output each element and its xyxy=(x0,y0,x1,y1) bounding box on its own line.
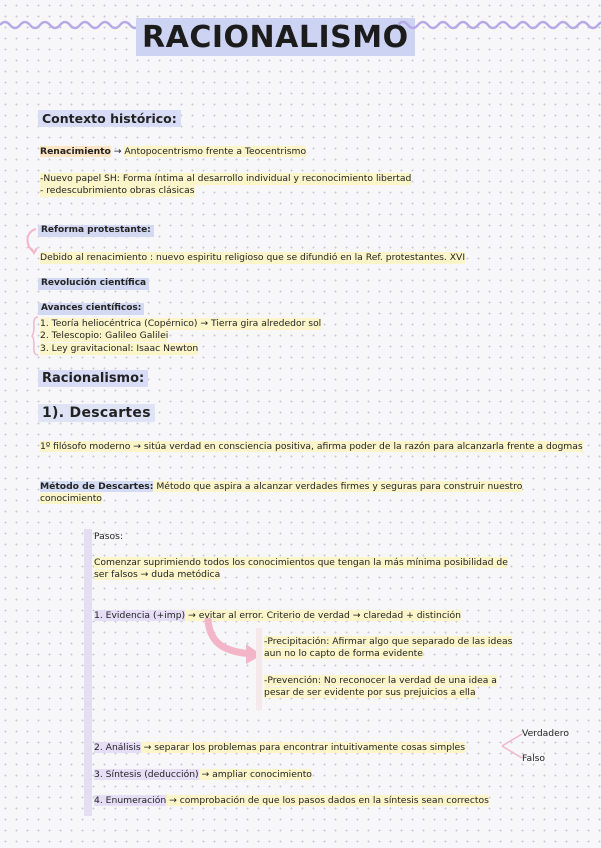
avances-label: Avances científicos: xyxy=(38,303,144,315)
enumeracion-label: 4. Enumeración xyxy=(94,795,167,806)
pasos-label: Pasos: xyxy=(94,531,124,542)
wavy-line-right xyxy=(398,18,601,32)
precipitacion-span: -Precipitación: Afirmar algo que separado de las ideas aun no lo capto de forma evidente xyxy=(264,636,513,659)
page-title: RACIONALISMO xyxy=(136,18,415,56)
sintesis-text: → ampliar conocimiento xyxy=(198,769,312,780)
sintesis-label: 3. Síntesis (deducción) xyxy=(94,769,199,780)
renacimiento-text: Antopocentrismo frente a Teocentrismo xyxy=(124,146,307,157)
metodo-label: Método de Descartes: xyxy=(40,481,154,492)
enumeracion-line xyxy=(94,795,489,807)
filosofo-text-span: 1º filósofo moderno → sitúa verdad en consciencia positiva, afirma poder de la razón para alcanzarla frente a dogmas xyxy=(40,441,583,452)
renacimiento-label: Renacimiento xyxy=(40,146,111,157)
arrow-icon: → xyxy=(113,146,122,157)
precipitacion-text xyxy=(264,636,514,659)
prevencion-text xyxy=(264,675,514,698)
descartes-heading: 1). Descartes xyxy=(38,404,155,422)
avance-item-2: 2. Telescopio: Galileo Galilei xyxy=(40,330,169,341)
analisis-label: 2. Análisis xyxy=(94,742,141,753)
reforma-label: Reforma protestante: xyxy=(38,225,154,237)
racionalismo-heading: Racionalismo: xyxy=(38,370,148,387)
wavy-line-left xyxy=(0,18,140,32)
evidencia-text: → evitar al error. Criterio de verdad → claredad + distinción xyxy=(185,610,461,621)
avance-item-3: 3. Ley gravitacional: Isaac Newton xyxy=(40,343,199,354)
evidencia-label: 1. Evidencia (+imp) xyxy=(94,610,186,621)
brace-icon xyxy=(31,316,39,356)
renacimiento-line xyxy=(40,146,306,158)
sub-sidebar xyxy=(256,628,262,710)
pasos-intro xyxy=(94,557,519,580)
pasos-sidebar xyxy=(84,529,92,816)
evidencia-line xyxy=(94,610,461,622)
analisis-text: → separar los problemas para encontrar intuitivamente cosas simples xyxy=(140,742,465,753)
revolucion-label: Revolución científica xyxy=(38,278,149,290)
metodo-paragraph xyxy=(40,481,560,504)
analisis-line xyxy=(94,742,465,754)
pasos-intro-span: Comenzar suprimiendo todos los conocimientos que tengan la más mínima posibilidad de ser falsos → duda metódica xyxy=(94,557,508,580)
papel-line-2: - redescubrimiento obras clásicas xyxy=(40,185,195,196)
metodo-text: Método que aspira a alcanzar verdades firmes y seguras para construir nuestro conocimiento xyxy=(40,481,523,504)
contexto-heading: Contexto histórico: xyxy=(38,110,181,127)
reforma-text: Debido al renacimiento : nuevo espiritu religioso que se difundió en la Ref. protestantes. XVI xyxy=(40,252,466,263)
verdadero-label: Verdadero xyxy=(522,728,569,739)
sintesis-line xyxy=(94,769,312,781)
enumeracion-text: → comprobación de que los pasos dados en la síntesis sean correctos xyxy=(166,795,489,806)
falso-label: Falso xyxy=(522,753,546,764)
filosofo-text xyxy=(40,441,590,453)
papel-line-1: -Nuevo papel SH: Forma íntima al desarrollo individual y reconocimiento libertad xyxy=(40,173,412,184)
prevencion-span: -Prevención: No reconocer la verdad de una idea a pesar de ser evidente por sus prejuicios a ella xyxy=(264,675,497,698)
avance-item-1: 1. Teoría heliocéntrica (Copérnico) → Tierra gira alrededor sol xyxy=(40,318,322,329)
